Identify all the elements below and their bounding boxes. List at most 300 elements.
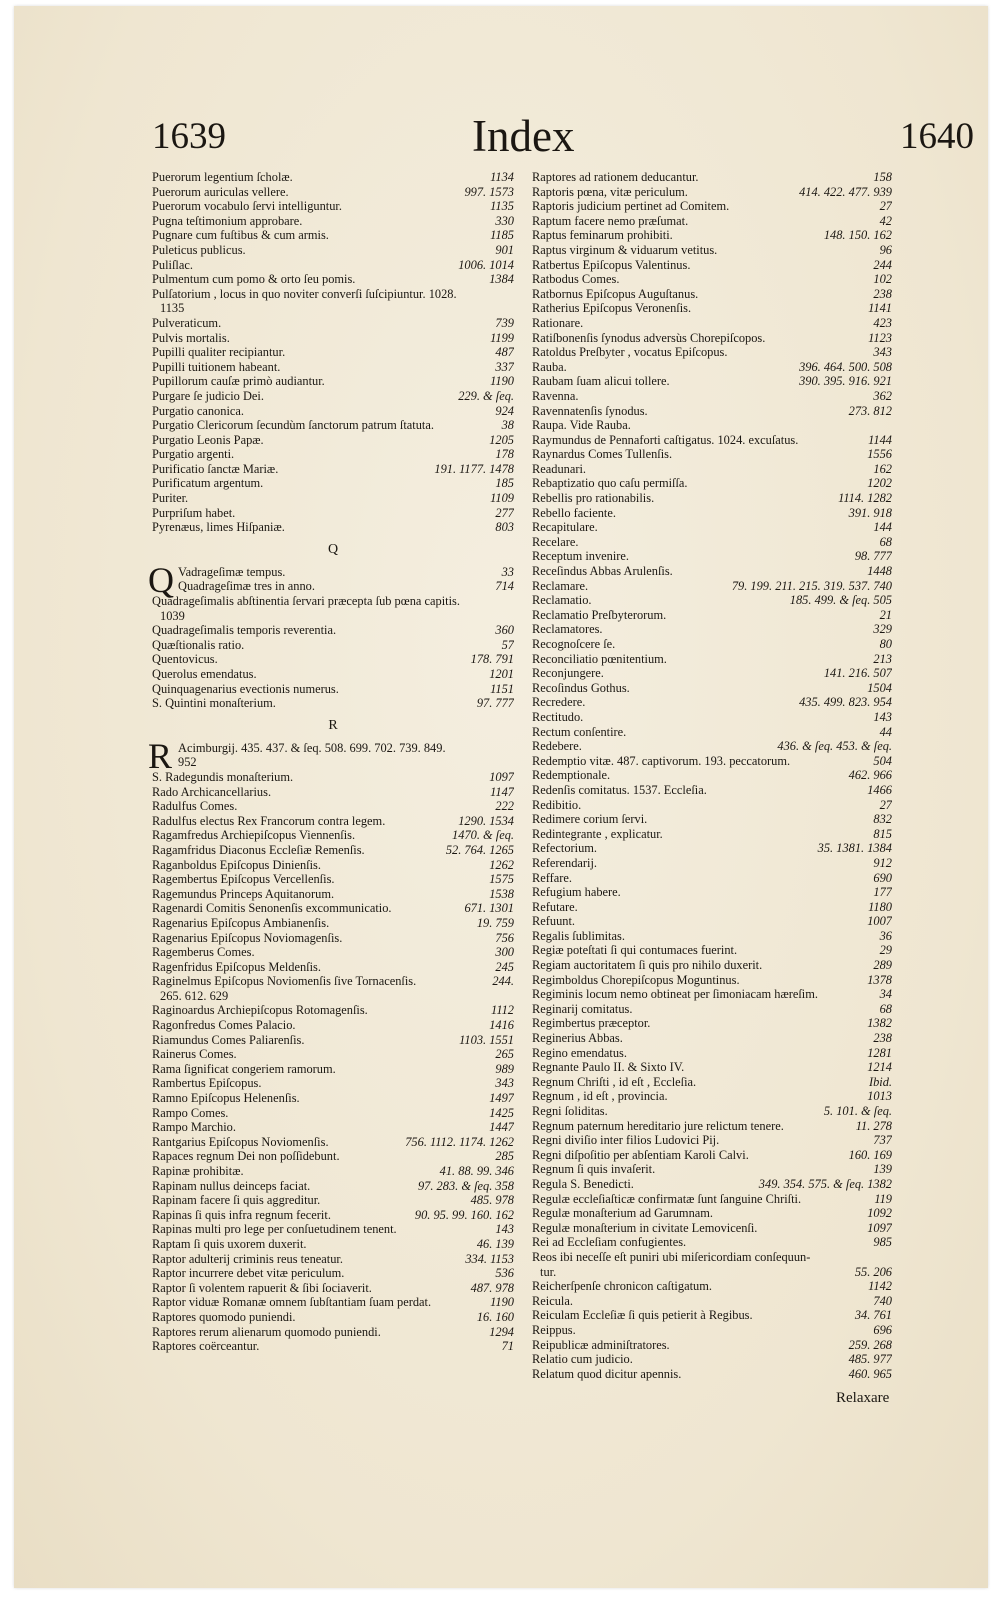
entry-reference: 277 <box>495 505 514 520</box>
entry-reference: 148. 150. 162 <box>823 228 892 243</box>
entry-reference: 158 <box>873 170 892 184</box>
entry-reference: 803 <box>495 520 514 535</box>
index-entry <box>152 579 514 594</box>
entry-term: Raptoris pœna, vitæ periculum. <box>532 184 688 199</box>
entry-term: Raptum facere nemo præſumat. <box>532 213 689 228</box>
entry-term: Quæſtionalis ratio. <box>152 637 245 652</box>
entry-term: Raptoris judicium pertinet ad Comitem. <box>532 199 730 214</box>
entry-reference: 41. 88. 99. 346 <box>439 1164 514 1178</box>
entry-reference: 1205 <box>489 432 514 447</box>
index-entry <box>152 1237 514 1252</box>
index-entry <box>532 695 892 710</box>
index-entry <box>532 258 892 273</box>
entry-reference: 1147 <box>490 784 514 799</box>
entry-term: Pulvis mortalis. <box>152 330 230 345</box>
entry-term: Raupa. Vide Rauba. <box>532 418 631 433</box>
entry-term: Rapinam nullus deinceps faciat. <box>152 1178 311 1193</box>
entry-reference: 98. 777 <box>854 549 892 564</box>
index-entry <box>532 900 892 915</box>
letter-heading-r: R <box>328 717 338 733</box>
entry-reference: 487. 978 <box>470 1280 514 1295</box>
entry-term: Reginerius Abbas. <box>532 1031 623 1046</box>
entry-reference: 238 <box>873 1031 892 1046</box>
entry-term: Regimboldus Chorepiſcopus Moguntinus. <box>532 972 740 987</box>
entry-term: Rapinas multi pro lege per conſuetudinem tenent. <box>152 1222 397 1237</box>
entry-reference: 1109 <box>490 491 514 506</box>
entry-reference: 90. 95. 99. 160. 162 <box>414 1207 514 1222</box>
index-entry <box>152 462 514 477</box>
entry-term: Regni diviſio inter filios Ludovici Pij. <box>532 1133 720 1148</box>
index-entry <box>532 1119 892 1134</box>
entries-letter-q <box>152 594 514 711</box>
entry-term: Raptores coërceantur. <box>152 1339 260 1354</box>
entry-reference: 162 <box>873 461 892 476</box>
entry-reference: 5. 101. & ſeq. <box>823 1104 892 1118</box>
index-entry <box>152 1033 514 1048</box>
entry-term: Recredere. <box>532 695 586 710</box>
index-entry <box>152 185 514 200</box>
index-entry <box>152 506 514 521</box>
entry-reference: 97. 777 <box>476 696 514 711</box>
index-entry <box>532 170 892 185</box>
index-entry <box>152 785 514 800</box>
entry-term: Regimbertus præceptor. <box>532 1016 651 1031</box>
entry-reference: 244. <box>492 974 514 989</box>
index-entry <box>532 506 892 521</box>
index-entry <box>532 243 892 258</box>
entry-term: Regiæ poteſtati ſi qui contumaces fuerint. <box>532 943 738 958</box>
entry-term: Regalis ſublimitas. <box>532 928 625 943</box>
index-entry <box>532 798 892 813</box>
index-entry <box>532 1089 892 1104</box>
entry-term: Purgare ſe judicio Dei. <box>152 388 264 403</box>
index-entry <box>152 345 514 360</box>
index-entry <box>152 433 514 448</box>
entry-term: Ramno Epiſcopus Helenenſis. <box>152 1091 300 1106</box>
entry-term: Ratherius Epiſcopus Veronenſis. <box>532 301 692 316</box>
index-entry <box>152 491 514 506</box>
index-entry <box>532 1162 892 1177</box>
entry-reference: 42 <box>879 213 892 228</box>
entry-term: Purgatio argenti. <box>152 447 235 462</box>
entry-reference: 1281 <box>867 1045 892 1060</box>
index-entry <box>532 1308 892 1323</box>
index-entry <box>152 901 514 916</box>
index-entry <box>152 945 514 960</box>
index-entry <box>152 887 514 902</box>
entry-term: Rapinas ſi quis infra regnum fecerit. <box>152 1207 331 1222</box>
entry-term: Redintegrante , explicatur. <box>532 826 663 841</box>
entry-term: Raganboldus Epiſcopus Dinienſis. <box>152 857 321 872</box>
index-entry <box>152 623 514 638</box>
entry-reference: 337 <box>495 359 514 374</box>
entry-reference: 1103. 1551 <box>459 1032 514 1047</box>
entry-reference: 27 <box>879 797 892 812</box>
entry-term: Ratoldus Preſbyter , vocatus Epiſcopus. <box>532 345 728 360</box>
index-entry <box>532 637 892 652</box>
index-entry <box>152 1208 514 1223</box>
entry-reference: 34 <box>879 987 892 1002</box>
entry-term: Reclamatores. <box>532 622 603 637</box>
entry-term: Pugnare cum fuſtibus & cum armis. <box>152 228 329 243</box>
index-entry <box>152 1295 514 1310</box>
entry-reference: 35. 1381. 1384 <box>817 841 892 856</box>
index-entry <box>152 476 514 491</box>
entry-reference: 185. 499. & ſeq. 505 <box>789 593 892 608</box>
entry-reference: 79. 199. 211. 215. 319. 537. 740 <box>731 578 892 593</box>
index-entry <box>532 199 892 214</box>
index-entry <box>152 301 514 316</box>
entry-reference: 1123 <box>868 330 892 345</box>
entry-term: Redemptionale. <box>532 768 611 783</box>
entry-reference: 139 <box>873 1162 892 1177</box>
entry-reference: 229. & ſeq. <box>458 388 514 403</box>
entry-reference: 185 <box>495 476 514 491</box>
entry-term: Refectorium. <box>532 841 598 856</box>
entry-term: 952 <box>178 755 197 770</box>
index-entry <box>152 989 514 1004</box>
entry-reference: 11. 278 <box>855 1118 892 1133</box>
entry-term: Reclamatio. <box>532 593 592 608</box>
index-entry <box>532 1206 892 1221</box>
index-entry <box>152 872 514 887</box>
entry-term: Purgatio Leonis Papæ. <box>152 432 264 447</box>
index-entry <box>152 374 514 389</box>
entry-reference: 1190 <box>490 1295 514 1310</box>
entry-term: Ragenardi Comitis Senonenſis excommunicatio. <box>152 901 392 916</box>
index-entry <box>152 638 514 653</box>
entry-term: Purgatio Clericorum ſecundùm ſanctorum patrum ſtatuta. <box>152 418 434 433</box>
entry-term: Raptus virginum & viduarum vetitus. <box>532 242 718 257</box>
entry-reference: 330 <box>495 213 514 228</box>
entry-term: Regnum Chriſti , id eſt , Eccleſia. <box>532 1074 697 1089</box>
dropcap-block-r <box>148 735 514 776</box>
index-entry <box>152 799 514 814</box>
entry-term: Referendarij. <box>532 855 598 870</box>
entry-reference: 536 <box>495 1266 514 1281</box>
index-entry <box>152 1281 514 1296</box>
index-entry <box>532 185 892 200</box>
entry-reference: 737 <box>873 1133 892 1148</box>
entry-term: Purificatum argentum. <box>152 476 264 491</box>
index-entry <box>532 579 892 594</box>
index-entry <box>532 725 892 740</box>
entry-reference: 740 <box>873 1293 892 1308</box>
entry-reference: 160. 169 <box>848 1147 892 1162</box>
index-entry <box>532 973 892 988</box>
page-number-left: 1639 <box>152 116 226 157</box>
entry-term: Pulmentum cum pomo & orto ſeu pomis. <box>152 272 356 287</box>
entry-reference: 300 <box>495 945 514 960</box>
index-entry <box>152 1164 514 1179</box>
entry-term: Raptores quomodo puniendi. <box>152 1309 296 1324</box>
index-entry <box>152 1003 514 1018</box>
entry-reference: 1202 <box>867 476 892 491</box>
entry-reference: 27 <box>879 199 892 214</box>
index-entry <box>532 871 892 886</box>
entry-reference: 178. 791 <box>470 652 514 667</box>
entry-reference: 1097 <box>867 1220 892 1235</box>
entry-reference: 504 <box>873 753 892 768</box>
index-entry <box>152 843 514 858</box>
entry-reference: 756 <box>495 930 514 945</box>
entry-reference: 997. 1573 <box>464 184 514 199</box>
entry-term: Quadrageſimalis temporis reverentia. <box>152 623 337 638</box>
entry-reference: 80 <box>879 637 892 651</box>
entry-term: Raptor ſi volentem rapuerit & ſibi ſociaverit. <box>152 1280 372 1295</box>
entry-reference: 1199 <box>490 330 514 345</box>
entry-term: Puerorum vocabulo ſervi intelliguntur. <box>152 199 342 214</box>
index-entry <box>532 331 892 346</box>
index-entry <box>152 287 514 302</box>
index-entry <box>532 476 892 491</box>
entry-term: Rantgarius Epiſcopus Noviomenſis. <box>152 1134 329 1149</box>
index-entry <box>152 1135 514 1150</box>
index-entry <box>532 929 892 944</box>
entry-term: Regiam auctoritatem ſi quis pro nihilo duxerit. <box>532 958 763 973</box>
index-entry <box>532 593 892 608</box>
entry-term: Ragenarius Epiſcopus Ambianenſis. <box>152 915 330 930</box>
index-entry <box>532 1002 892 1017</box>
entry-reference: 238 <box>873 286 892 301</box>
running-head: Index <box>472 111 575 161</box>
entry-term: Puerorum legentium ſcholæ. <box>152 170 293 184</box>
entry-reference: 33 <box>501 564 514 579</box>
entry-term: Refugium habere. <box>532 885 621 900</box>
entry-reference: 832 <box>873 812 892 827</box>
entry-reference: 1092 <box>867 1206 892 1221</box>
entry-term: Ragonfredus Comes Palacio. <box>152 1018 296 1033</box>
entry-term: Ratbodus Comes. <box>532 272 620 287</box>
entry-reference: 259. 268 <box>848 1337 892 1352</box>
index-entry <box>532 1338 892 1353</box>
entry-term: Rapaces regnum Dei non poſſidebunt. <box>152 1149 340 1164</box>
index-entry <box>152 214 514 229</box>
index-entry <box>532 1031 892 1046</box>
index-entry <box>152 858 514 873</box>
entry-reference: 349. 354. 575. & ſeq. 1382 <box>758 1176 892 1191</box>
index-entry <box>152 360 514 375</box>
index-entry <box>532 1323 892 1338</box>
entry-reference: 1141 <box>868 301 892 316</box>
index-entry <box>532 447 892 462</box>
index-entry <box>532 783 892 798</box>
entry-term: Relatum quod dicitur apennis. <box>532 1366 682 1381</box>
index-entry <box>532 1060 892 1075</box>
index-entry <box>152 520 514 535</box>
index-entry <box>152 258 514 273</box>
entry-reference: 71 <box>501 1339 514 1354</box>
entry-reference: 460. 965 <box>848 1366 892 1381</box>
entry-term: Readunari. <box>532 461 587 476</box>
entry-reference: 1575 <box>489 872 514 887</box>
entry-term: Acimburgij. 435. 437. & ſeq. 508. 699. 702. 739. 849. <box>178 740 446 755</box>
entry-term: Raubam ſuam alicui tollere. <box>532 374 670 389</box>
catch-word: Relaxare <box>836 1390 890 1406</box>
entry-term: Regni ſoliditas. <box>532 1104 608 1118</box>
entry-term: Pulveraticum. <box>152 315 222 330</box>
entry-reference: 1294 <box>489 1324 514 1339</box>
index-entry <box>532 1104 892 1119</box>
entry-term: Raptor incurrere debet vitæ periculum. <box>152 1266 345 1281</box>
entry-reference: 96 <box>879 242 892 257</box>
entry-reference: 1262 <box>489 857 514 872</box>
entry-term: Regiminis locum nemo obtineat per ſimoniacam hæreſim. <box>532 987 818 1002</box>
index-entry <box>532 1367 892 1382</box>
index-entry <box>532 608 892 623</box>
index-entry <box>532 564 892 579</box>
entry-term: Recelare. <box>532 534 579 549</box>
entry-reference: 289 <box>873 958 892 973</box>
entry-reference: 390. 395. 916. 921 <box>799 374 892 389</box>
index-entry <box>532 1046 892 1061</box>
index-entry <box>152 1120 514 1135</box>
entry-term: Ravenna. <box>532 388 579 403</box>
entry-term: Redebere. <box>532 739 582 754</box>
entry-reference: 36 <box>879 928 892 943</box>
entry-term: Radulfus electus Rex Francorum contra legem. <box>152 813 386 828</box>
entry-reference: 97. 283. & ſeq. 358 <box>417 1178 514 1193</box>
entry-term: Vadrageſimæ tempus. <box>178 564 286 579</box>
entry-term: Relatio cum judicio. <box>532 1352 633 1367</box>
index-entry <box>532 535 892 550</box>
index-entry <box>152 828 514 843</box>
index-entry <box>532 1148 892 1163</box>
letter-heading-q: Q <box>327 541 339 557</box>
entry-reference: 362 <box>873 388 892 403</box>
entry-reference: 1134 <box>490 170 514 184</box>
index-entry <box>532 389 892 404</box>
index-entry <box>532 622 892 637</box>
entry-reference: 989 <box>495 1061 514 1076</box>
entry-term: Ragemberus Comes. <box>152 945 255 960</box>
index-entry <box>152 770 514 785</box>
entry-term: Quentovicus. <box>152 652 218 667</box>
index-entry <box>532 1235 892 1250</box>
entry-term: Puleticus publicus. <box>152 242 246 257</box>
entry-term: Regnante Paulo II. & Sixto IV. <box>532 1060 685 1075</box>
index-entry <box>532 856 892 871</box>
entry-reference: 1448 <box>867 564 892 579</box>
index-entry <box>152 418 514 433</box>
index-entry <box>532 1177 892 1192</box>
entry-term: Reffare. <box>532 870 573 885</box>
index-entry <box>152 1018 514 1033</box>
entry-reference: 102 <box>873 272 892 287</box>
entry-reference: 329 <box>873 622 892 637</box>
entry-term: Puliſlac. <box>152 257 193 272</box>
entry-term: Recognoſcere ſe. <box>532 637 616 651</box>
index-entry <box>532 681 892 696</box>
index-entry <box>152 272 514 287</box>
entry-reference: 1135 <box>490 199 514 214</box>
entry-reference: 1470. & ſeq. <box>452 828 514 843</box>
entry-reference: 739 <box>495 315 514 330</box>
entry-reference: 1097 <box>489 769 514 784</box>
index-entry <box>152 1193 514 1208</box>
entry-reference: 487 <box>495 345 514 360</box>
entry-reference: 1497 <box>489 1091 514 1106</box>
entry-reference: 360 <box>495 623 514 638</box>
entry-term: Quinquagenarius evectionis numerus. <box>152 681 339 696</box>
entry-term: Rauba. <box>532 359 567 374</box>
entry-reference: 1114. 1282 <box>838 491 892 506</box>
entry-reference: 485. 977 <box>848 1352 892 1367</box>
index-entry <box>532 1133 892 1148</box>
entry-term: Redibitio. <box>532 797 582 812</box>
index-entry <box>152 974 514 989</box>
entry-term: Puerorum auriculas vellere. <box>152 184 289 199</box>
index-entry <box>532 228 892 243</box>
entry-term: Receſindus Abbas Arulenſis. <box>532 564 673 579</box>
index-entry <box>532 943 892 958</box>
entry-term: Pugna teſtimonium approbare. <box>152 213 303 228</box>
entry-term: Ratiſbonenſis ſynodus adversùs Chorepiſcopos. <box>532 330 766 345</box>
entry-term: Raptores ad rationem deducantur. <box>532 170 699 184</box>
index-entry <box>152 814 514 829</box>
entry-reference: 265 <box>495 1047 514 1062</box>
entry-term: Rambertus Epiſcopus. <box>152 1076 262 1091</box>
entry-reference: 1185 <box>490 228 514 243</box>
index-entry <box>532 739 892 754</box>
entry-reference: 29 <box>879 943 892 958</box>
index-entry <box>152 594 514 609</box>
entry-reference: 485. 978 <box>470 1193 514 1208</box>
entry-term: Regulæ monaſterium ad Garumnam. <box>532 1206 714 1221</box>
index-entry <box>532 710 892 725</box>
index-entry <box>532 666 892 681</box>
entry-term: Redenſis comitatus. 1537. Eccleſia. <box>532 782 707 797</box>
entries-letter-q-dropcap <box>152 565 514 594</box>
entry-term: Puriter. <box>152 491 189 506</box>
entry-term: Redemptio vitæ. 487. captivorum. 193. peccatorum. <box>532 753 791 768</box>
entry-reference: 423 <box>873 315 892 330</box>
entry-reference: 1180 <box>868 899 892 914</box>
entry-term: Rapinæ prohibitæ. <box>152 1164 244 1178</box>
index-entry <box>532 1279 892 1294</box>
entry-term: Ragenarius Epiſcopus Noviomagenſis. <box>152 930 343 945</box>
entry-term: 265. 612. 629 <box>160 988 229 1003</box>
entry-reference: 690 <box>873 870 892 885</box>
index-entry <box>152 741 514 756</box>
index-entry <box>152 1091 514 1106</box>
entry-reference: 144 <box>873 520 892 535</box>
entry-term: Raginoardus Archiepiſcopus Rotomagenſis. <box>152 1003 368 1018</box>
entry-term: Ragamfredus Archiepiſcopus Viennenſis. <box>152 828 356 843</box>
index-entry <box>532 316 892 331</box>
entry-term: Regnum ſi quis invaſerit. <box>532 1162 656 1177</box>
page-number-right: 1640 <box>900 116 974 157</box>
entry-term: Recapitulare. <box>532 520 598 535</box>
entry-reference: 68 <box>879 1001 892 1016</box>
entry-term: Pupilli qualiter recipiantur. <box>152 345 286 360</box>
entry-term: Rebaptizatio quo caſu permiſſa. <box>532 476 688 491</box>
index-entry <box>532 462 892 477</box>
index-entry <box>532 301 892 316</box>
index-entry <box>152 228 514 243</box>
entry-reference: 1425 <box>489 1105 514 1120</box>
entry-term: Raptor adulterij criminis reus teneatur. <box>152 1251 343 1266</box>
entry-term: Reippus. <box>532 1322 576 1337</box>
entry-reference: 1112 <box>491 1003 514 1018</box>
entry-reference: 1378 <box>867 972 892 987</box>
entry-reference: 44 <box>879 724 892 739</box>
index-entry <box>532 374 892 389</box>
index-entry <box>532 914 892 929</box>
entry-reference: 213 <box>873 651 892 666</box>
entry-term: Reconciliatio pœnitentium. <box>532 651 667 666</box>
entry-reference: 1384 <box>489 272 514 287</box>
